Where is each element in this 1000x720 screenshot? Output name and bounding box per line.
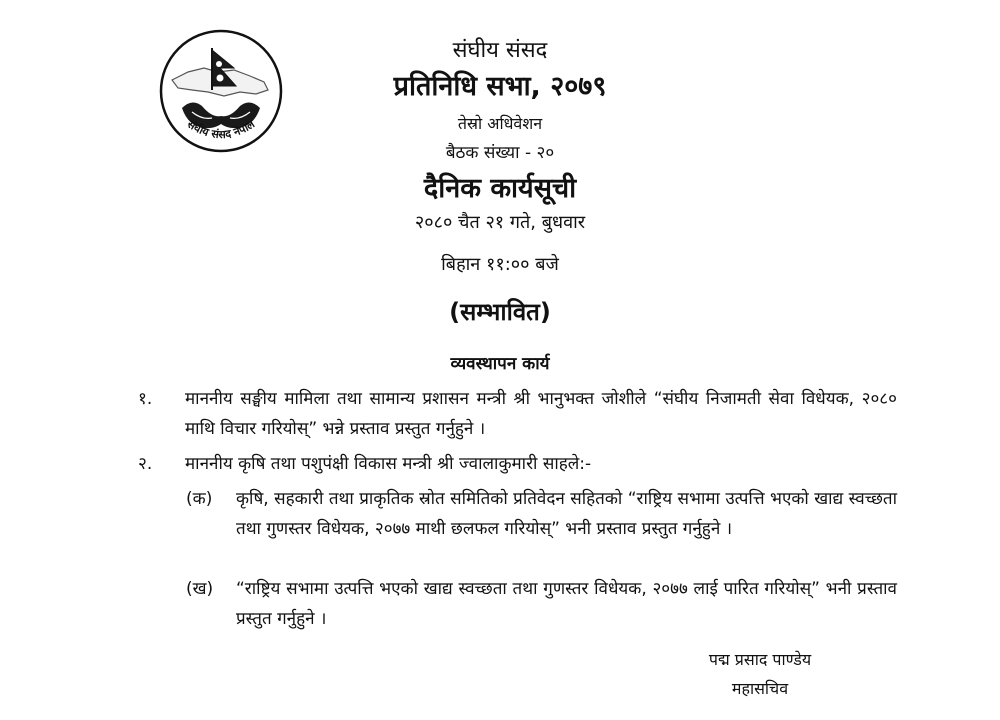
signatory-name: पद्म प्रसाद पाण्डेय — [708, 650, 812, 669]
house-heading: प्रतिनिधि सभा, २०७९ — [393, 71, 607, 102]
subitem-label: (ख) — [186, 579, 214, 599]
subitem-text: कृषि, सहकारी तथा प्राकृतिक स्रोत समितिको प्रतिवेदन सहितको “राष्ट्रिय सभामा उत्पत्ति भएको खाद्य स्वच्छता तथा गुणस्तर विधेयक, २०७७ माथी छलफल गरियोस्” भनी प्रस्ताव प्रस्तुत गर्नुहुने । — [236, 489, 897, 539]
seal-caption: संघीय संसद नेपाल — [184, 117, 258, 142]
subitem-text: “राष्ट्रिय सभामा उत्पत्ति भएको खाद्य स्वच्छता तथा गुणस्तर विधेयक, २०७७ लाई पारित गरियोस्” भनी प्रस्ताव प्रस्तुत गर्नुहुने । — [236, 579, 897, 629]
agenda-item-text: माननीय कृषि तथा पशुपंक्षी विकास मन्त्री श्री ज्वालाकुमारी साहले:- — [185, 454, 592, 474]
agenda-time: बिहान ११:०० बजे — [441, 254, 559, 275]
signatory-title: महासचिव — [731, 679, 789, 698]
business-heading: व्यवस्थापन कार्य — [450, 354, 550, 374]
subitem-label: (क) — [186, 489, 213, 509]
probable-label: (सम्भावित) — [449, 298, 551, 326]
agenda-item-text: माननीय सङ्घीय मामिला तथा सामान्य प्रशासन मन्त्री श्री भानुभक्त जोशीले “संघीय निजामती सेवा विधेयक, २०८० माथि विचार गरियोस्” भन्ने प्रस्ताव प्रस्तुत गर्नुहुने । — [185, 389, 897, 439]
item-number: १. — [138, 389, 153, 409]
agenda-date: २०८० चैत २१ गते, बुधवार — [414, 212, 586, 233]
agenda-title: दैनिक कार्यसूची — [423, 173, 577, 204]
meeting-number: बैठक संख्या - २० — [445, 143, 555, 163]
session-heading: तेस्रो अधिवेशन — [457, 114, 543, 133]
item-number: २. — [138, 454, 153, 474]
parliament-heading: संघीय संसद — [452, 38, 548, 63]
